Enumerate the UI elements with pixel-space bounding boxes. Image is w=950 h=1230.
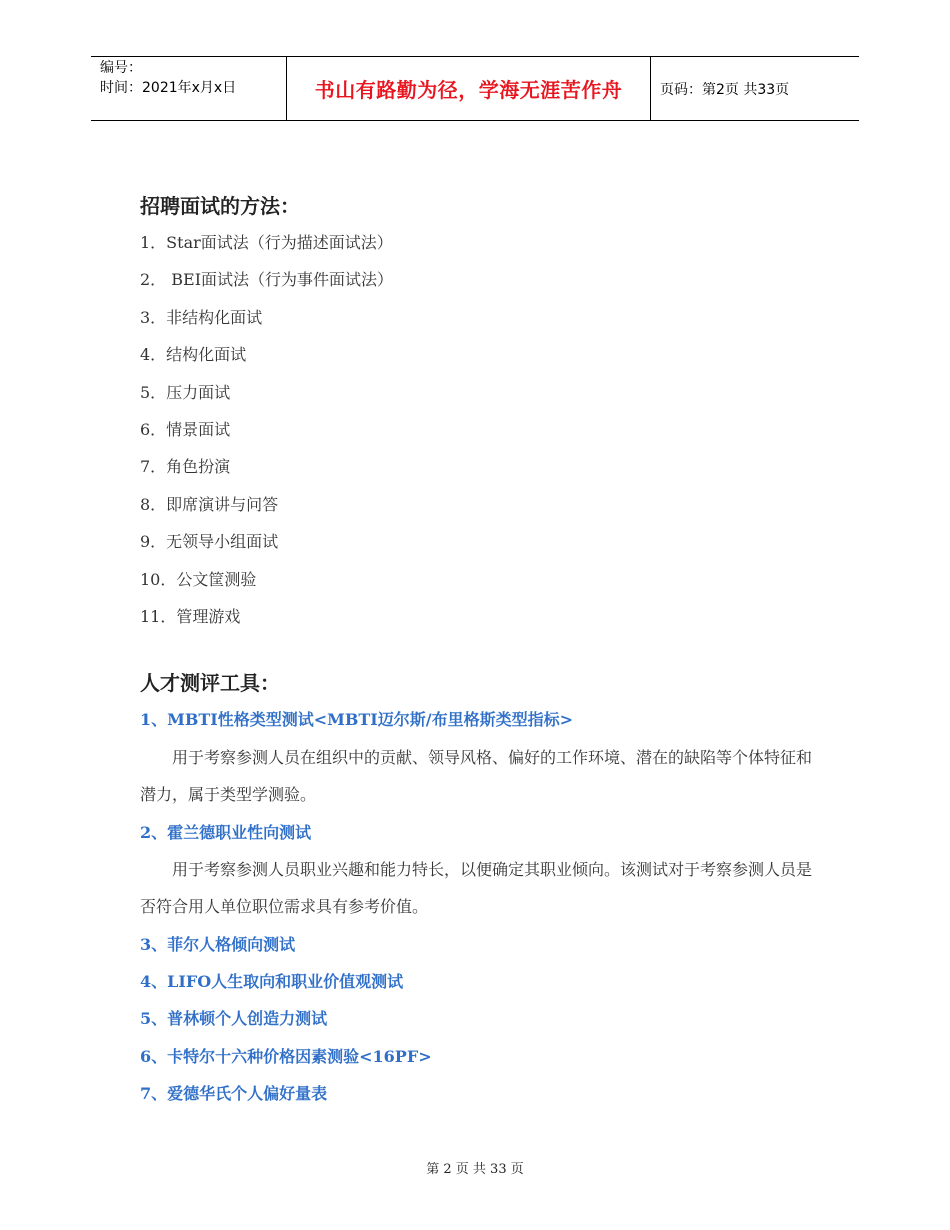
list-item: 8．即席演讲与问答: [140, 494, 279, 514]
tool-description-mbti: 用于考察参测人员在组织中的贡献、领导风格、偏好的工作环境、潜在的缺陷等个体特征和潜力，属于类型学测验。: [140, 747, 813, 805]
tool-heading-mbti: 1、MBTI性格类型测试<MBTI迈尔斯/布里格斯类型指标>: [140, 710, 574, 730]
tool-heading-creativity: 5、普林顿个人创造力测试: [140, 1009, 328, 1029]
list-item: 6．情景面试: [140, 419, 231, 439]
tool-heading-16pf: 6、卡特尔十六种价格因素测验<16PF>: [140, 1046, 432, 1066]
document-body: [140, 188, 820, 1113]
header-motto: 书山有路勤为径，学海无涯苦作舟: [287, 57, 651, 120]
header-meta: [91, 57, 287, 120]
time-label: 时间：2021年x月x日: [100, 80, 237, 96]
list-item: 10．公文筐测验: [140, 569, 257, 589]
number-label: 编号：: [100, 60, 142, 76]
list-item: 9．无领导小组面试: [140, 532, 279, 552]
list-item: 2． BEI面试法（行为事件面试法）: [140, 270, 394, 290]
list-item: 3．非结构化面试: [140, 307, 263, 327]
page-header: [91, 56, 859, 121]
section-spacer: [140, 635, 820, 665]
tool-heading-fiers: 3、菲尔人格倾向测试: [140, 934, 296, 954]
section-title-assessment-tools: 人才测评工具：: [140, 671, 280, 696]
tool-heading-edwards: 7、爱德华氏个人偏好量表: [140, 1084, 328, 1104]
tool-heading-lifo: 4、LIFO人生取向和职业价值观测试: [140, 972, 404, 992]
list-item: 11．管理游戏: [140, 606, 241, 626]
list-item: 4．结构化面试: [140, 345, 247, 365]
list-item: 1．Star面试法（行为描述面试法）: [140, 233, 393, 252]
header-page-info: 页码：第2页 共33页: [660, 81, 790, 98]
page-footer: 第 2 页 共 33 页: [426, 1162, 524, 1177]
list-item: 7．角色扮演: [140, 457, 231, 477]
section-title-interview-methods: 招聘面试的方法：: [140, 194, 300, 218]
tool-heading-holland: 2、霍兰德职业性向测试: [140, 822, 312, 842]
list-item: 5．压力面试: [140, 382, 231, 402]
tool-description-holland: 用于考察参测人员职业兴趣和能力特长，以便确定其职业倾向。该测试对于考察参测人员是否符合用人单位职位需求具有参考价值。: [140, 859, 813, 917]
